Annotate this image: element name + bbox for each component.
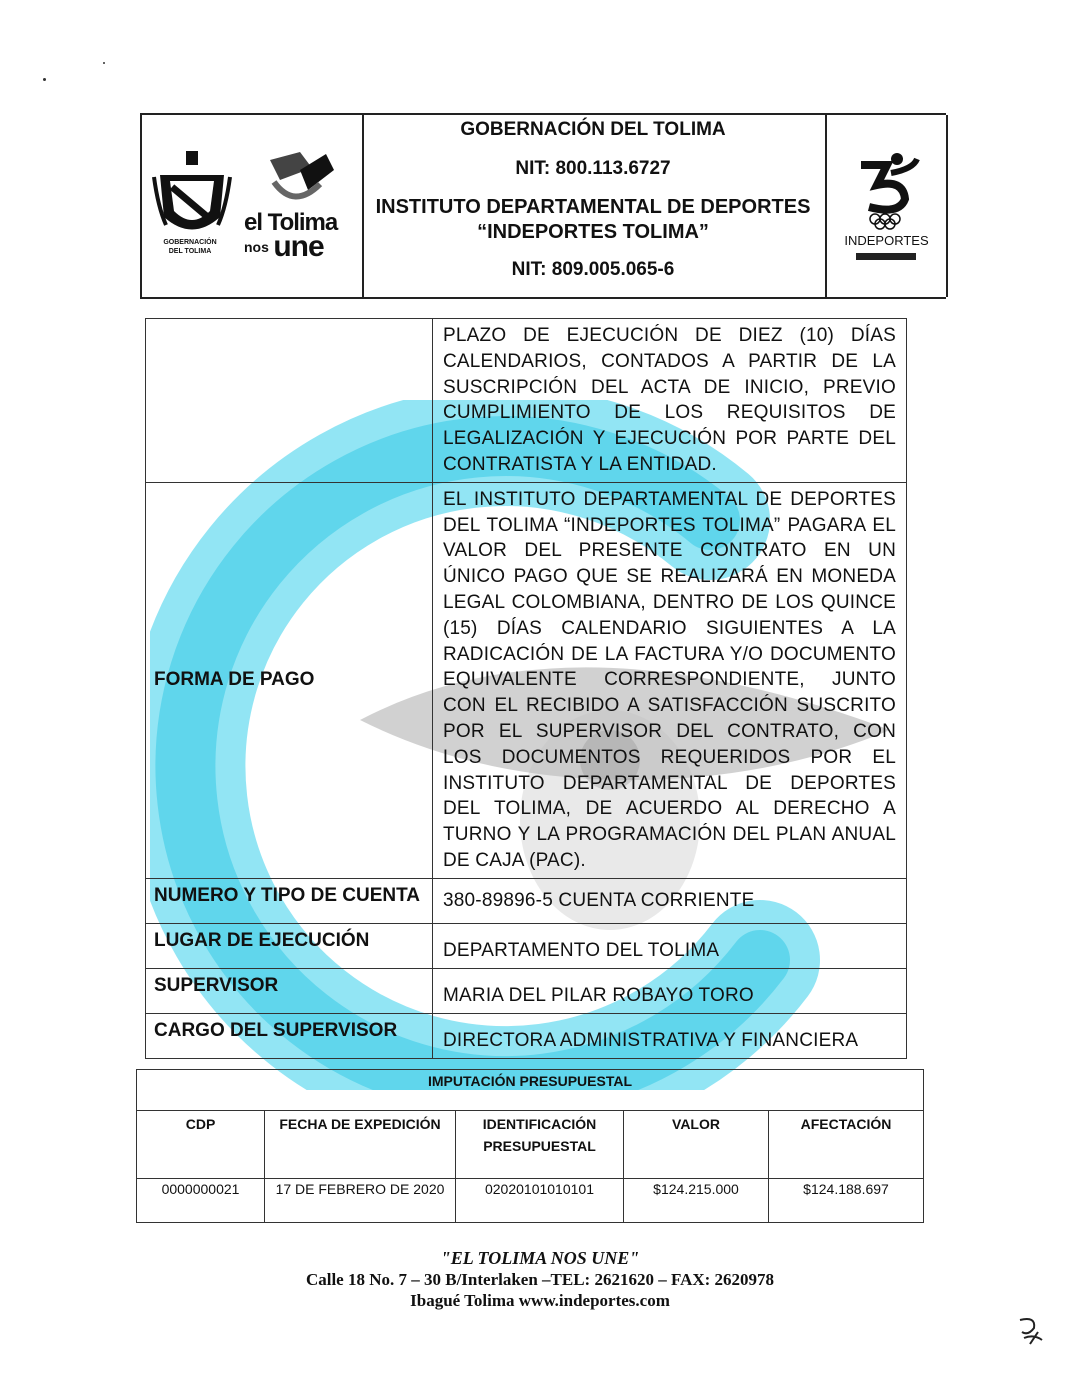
cuenta-value: 380-89896-5 CUENTA CORRIENTE (433, 878, 907, 923)
plazo-label-cell (146, 319, 433, 483)
table-row (146, 482, 907, 878)
indeportes-logo-text: INDEPORTES (844, 233, 929, 248)
contract-details-table (145, 318, 907, 1059)
column-header-afectacion: AFECTACIÓN (769, 1111, 924, 1179)
tolima-logo-nos: nos (244, 239, 269, 255)
column-header-valor: VALOR (624, 1111, 769, 1179)
budget-title: IMPUTACIÓN PRESUPUESTAL (137, 1070, 923, 1111)
lugar-label: LUGAR DE EJECUCIÓN (146, 923, 433, 968)
cell-fecha: 17 DE FEBRERO DE 2020 (265, 1179, 456, 1223)
tolima-logo-une: une (273, 230, 324, 263)
footer-address: Calle 18 No. 7 – 30 B/Interlaken –TEL: 2621620 – FAX: 2620978 (305, 1270, 775, 1289)
column-header-fecha: FECHA DE EXPEDICIÓN (265, 1111, 456, 1179)
indeportes-logo (847, 151, 927, 231)
footer-city-web: Ibagué Tolima www.indeportes.com (410, 1291, 670, 1310)
cell-afectacion: $124.188.697 (769, 1179, 924, 1223)
budget-table (136, 1069, 924, 1223)
institute-name: INSTITUTO DEPARTAMENTAL DE DEPORTES (375, 196, 811, 218)
table-header-row (137, 1111, 923, 1179)
forma-pago-label: FORMA DE PAGO (146, 482, 433, 878)
cargo-value: DIRECTORA ADMINISTRATIVA Y FINANCIERA (433, 1013, 907, 1058)
document-footer (140, 1248, 940, 1311)
institute-short-name: “INDEPORTES TOLIMA” (477, 221, 709, 243)
table-row (146, 878, 907, 923)
plazo-value: PLAZO DE EJECUCIÓN DE DIEZ (10) DÍAS CALENDARIOS, CONTADOS A PARTIR DE LA SUSCRIPCIÓN DEL ACTA DE INICIO, PREVIO CUMPLIMIENTO DE LOS REQUISITOS DE LEGALIZACIÓN Y EJECUCIÓN POR PARTE DEL CONTRATISTA Y LA ENTIDAD. (433, 319, 907, 483)
supervisor-value: MARIA DEL PILAR ROBAYO TORO (433, 968, 907, 1013)
tolima-logo-text: el Tolima (244, 209, 338, 236)
column-header-identificacion (456, 1111, 624, 1179)
indeportes-logo-bar (856, 253, 916, 260)
cell-valor: $124.215.000 (624, 1179, 769, 1223)
table-row (146, 1013, 907, 1058)
org-name: GOBERNACIÓN DEL TOLIMA (460, 119, 726, 140)
nit-institute: NIT: 809.005.065-6 (511, 259, 675, 280)
scan-speck (103, 62, 105, 64)
scan-speck (43, 78, 46, 81)
cuenta-label: NUMERO Y TIPO DE CUENTA (146, 878, 433, 923)
column-header-identificacion-line2: PRESUPUESTAL (483, 1138, 596, 1154)
nit-gobernacion: NIT: 800.113.6727 (515, 158, 671, 179)
cell-cdp: 0000000021 (137, 1179, 265, 1223)
gobernacion-logo-subtext: DEL TOLIMA (168, 248, 212, 255)
table-row (146, 968, 907, 1013)
gobernacion-logo-text: GOBERNACIÓN (163, 239, 217, 246)
cell-identificacion: 02020101010101 (456, 1179, 624, 1223)
lugar-value: DEPARTAMENTO DEL TOLIMA (433, 923, 907, 968)
header-logos (140, 115, 364, 297)
table-row (146, 923, 907, 968)
document-header (140, 113, 946, 299)
indeportes-logo-cell (825, 115, 948, 297)
forma-pago-value: EL INSTITUTO DEPARTAMENTAL DE DEPORTES DEL TOLIMA “INDEPORTES TOLIMA” PAGARA EL VALOR DEL PRESENTE CONTRATO EN UN ÚNICO PAGO QUE SE REALIZARÁ EN MONEDA LEGAL COLOMBIANA, DENTRO DE LOS QUINCE (15) DÍAS CALENDARIO SIGUIENTES A LA RADICACIÓN DE LA FACTURA Y/O DOCUMENTO EQUIVALENTE CORRESPONDIENTE, JUNTO CON EL RECIBIDO A SATISFACCIÓN SUSCRITO POR EL SUPERVISOR DEL CONTRATO, CON LOS DOCUMENTOS REQUERIDOS POR EL INSTITUTO DEPARTAMENTAL DE DEPORTES DEL TOLIMA, DE ACUERDO AL DERECHO A TURNO Y LA PROGRAMACIÓN DEL PLAN ANUAL DE CAJA (PAC). (433, 482, 907, 878)
cargo-label: CARGO DEL SUPERVISOR (146, 1013, 433, 1058)
supervisor-label: SUPERVISOR (146, 968, 433, 1013)
table-row (137, 1179, 923, 1223)
table-row (146, 319, 907, 483)
column-header-identificacion-line1: IDENTIFICACIÓN (482, 1116, 597, 1132)
column-header-cdp: CDP (185, 1116, 216, 1132)
initials-signature (1012, 1314, 1048, 1350)
footer-slogan: "EL TOLIMA NOS UNE" (440, 1248, 640, 1268)
header-titles (362, 115, 824, 297)
